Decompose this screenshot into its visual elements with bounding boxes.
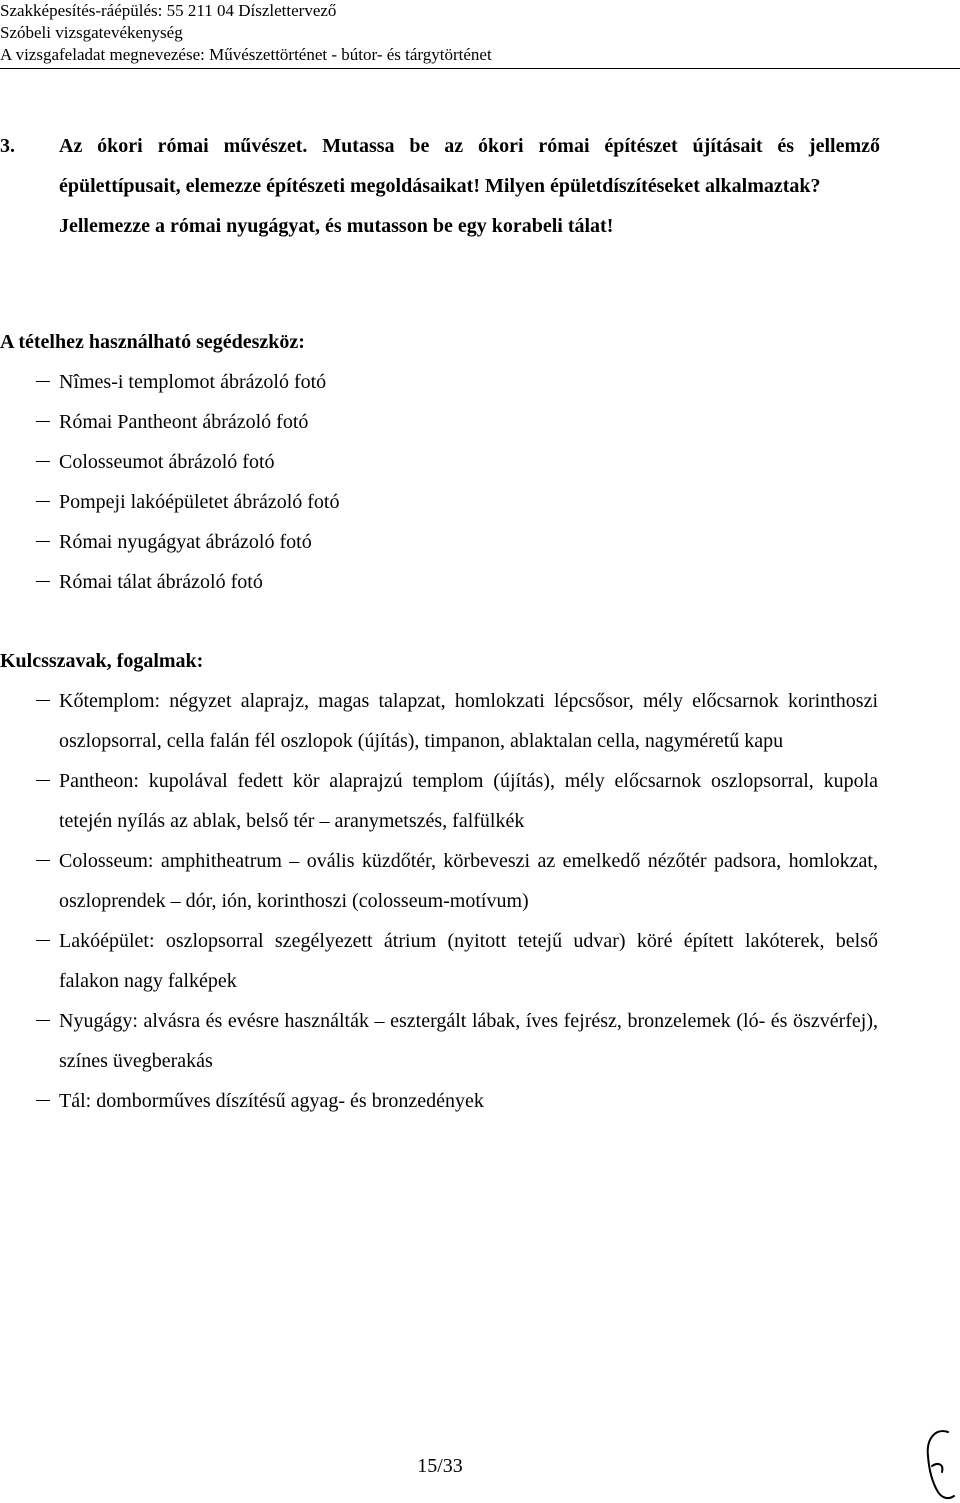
dash-bullet [36, 1020, 50, 1021]
dash-bullet [36, 940, 50, 941]
header-divider [0, 68, 960, 69]
list-item [0, 921, 878, 1001]
tools-heading: A tételhez használható segédeszköz: [0, 331, 305, 353]
list-item-text: Római Pantheont ábrázoló fotó [59, 411, 309, 433]
page-number: 15/33 [417, 1455, 463, 1477]
list-item [0, 362, 878, 402]
list-item-text: Colosseumot ábrázoló fotó [59, 451, 275, 473]
list-item [0, 402, 878, 442]
header-task-name: A vizsgafeladat megnevezése: Művészettörténet - bútor- és tárgytörténet [0, 45, 492, 64]
header-qualification: Szakképesítés-ráépülés: 55 211 04 Díszlettervező [0, 1, 337, 20]
dash-bullet [36, 860, 50, 861]
list-item-text: Nyugágy: alvásra és evésre használták – esztergált lábak, íves fejrész, bronzelemek (ló- és öszvérfej), színes üvegberakás [59, 1010, 878, 1072]
dash-bullet [36, 581, 50, 582]
list-item [0, 442, 878, 482]
list-item-text: Pompeji lakóépületet ábrázoló fotó [59, 491, 340, 513]
exam-question [0, 126, 880, 246]
question-number: 3. [0, 135, 15, 157]
list-item-text: Tál: domborműves díszítésű agyag- és bronzedények [59, 1090, 484, 1112]
header-exam-type: Szóbeli vizsgatevékenység [0, 23, 183, 42]
list-item [0, 522, 878, 562]
tools-list [0, 362, 878, 602]
list-item [0, 841, 878, 921]
list-item [0, 761, 878, 841]
keywords-heading: Kulcsszavak, fogalmak: [0, 650, 204, 672]
dash-bullet [36, 541, 50, 542]
dash-bullet [36, 501, 50, 502]
list-item [0, 681, 878, 761]
dash-bullet [36, 461, 50, 462]
keywords-list [0, 681, 878, 1121]
list-item [0, 482, 878, 522]
list-item-text: Pantheon: kupolával fedett kör alaprajzú templom (újítás), mély előcsarnok oszlopsorral, kupola tetején nyílás az ablak, belső tér – aranymetszés, falfülkék [59, 770, 878, 832]
list-item-text: Lakóépület: oszlopsorral szegélyezett átrium (nyitott tetejű udvar) köré épített lakóterek, belső falakon nagy falképek [59, 930, 878, 992]
dash-bullet [36, 780, 50, 781]
list-item [0, 1081, 878, 1121]
list-item-text: Nîmes-i templomot ábrázoló fotó [59, 371, 327, 393]
list-item-text: Kőtemplom: négyzet alaprajz, magas talapzat, homlokzati lépcsősor, mély előcsarnok korinthoszi oszlopsorral, cella falán fél oszlopok (újítás), timpanon, ablaktalan cella, nagyméretű kapu [59, 690, 878, 752]
list-item [0, 562, 878, 602]
list-item [0, 1001, 878, 1081]
dash-bullet [36, 700, 50, 701]
dash-bullet [36, 421, 50, 422]
list-item-text: Római tálat ábrázoló fotó [59, 571, 263, 593]
list-item-text: Római nyugágyat ábrázoló fotó [59, 531, 312, 553]
question-text-second: Jellemezze a római nyugágyat, és mutasson be egy korabeli tálat! [59, 215, 614, 237]
list-item-text: Colosseum: amphitheatrum – ovális küzdőtér, körbeveszi az emelkedő nézőtér padsora, homlokzat, oszloprendek – dór, ión, korinthoszi (colosseum-motívum) [59, 850, 878, 912]
signature-mark [918, 1426, 958, 1502]
dash-bullet [36, 381, 50, 382]
question-text: Az ókori római művészet. Mutassa be az ókori római építészet újításait és jellemző épülettípusait, elemezze építészeti megoldásaikat! Milyen épületdíszítéseket alkalmaztak? [59, 135, 880, 197]
page-header [0, 0, 600, 66]
dash-bullet [36, 1100, 50, 1101]
